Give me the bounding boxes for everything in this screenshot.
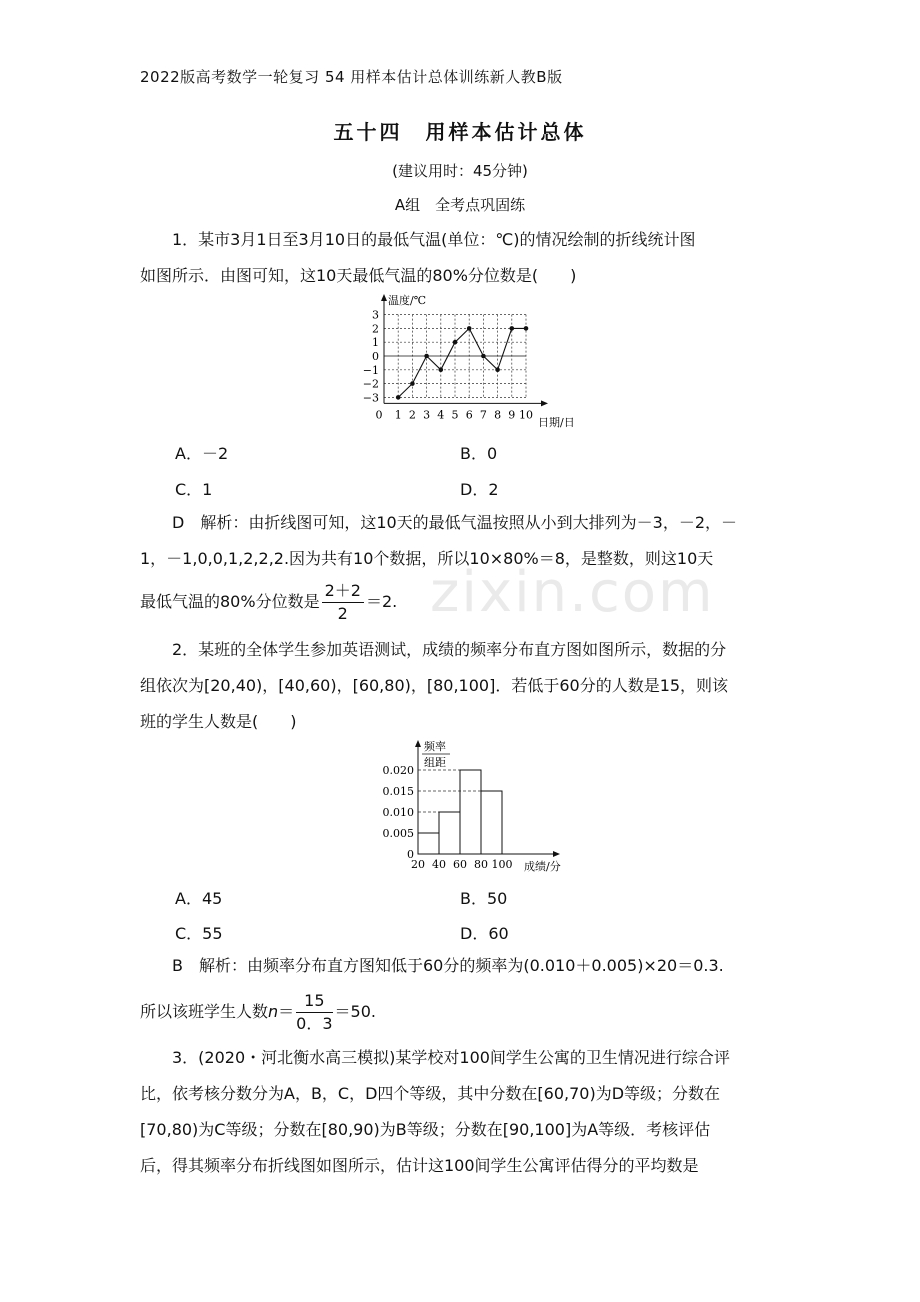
q3-line2: 比，依考核分数分为A，B，C，D四个等级，其中分数在[60,70)为D等级；分数在 [140, 1084, 721, 1103]
q1-fraction-numerator: 2＋2 [322, 580, 364, 603]
q2-solution-variable: n [268, 1002, 279, 1021]
chart2-y-label-denominator: 组距 [424, 756, 446, 769]
chart2-y-arrow [415, 740, 421, 747]
chart2-bar [481, 791, 502, 854]
chart1-data-point [396, 395, 401, 400]
q3-line3: [70,80)为C等级；分数在[80,90)为B等级；分数在[90,100]为A等级．考核评估 [140, 1120, 711, 1139]
chart2-x-tick-label: 20 [411, 858, 425, 871]
q2-solution-line2 [140, 990, 782, 1035]
chart1-x-tick-label: 3 [423, 408, 431, 422]
q2-solution-line1: B 解析：由频率分布直方图知低于60分的频率为(0.010＋0.005)×20＝0.3. [172, 956, 724, 975]
chart1-data-point [510, 326, 515, 331]
chart2-y-tick-label: 0.010 [382, 806, 414, 819]
q2-solution-prefix: 所以该班学生人数 [140, 1002, 269, 1021]
q2-solution-suffix: ＝50. [334, 1002, 376, 1021]
chart1-x-tick-label: 2 [408, 408, 416, 422]
question-1-text [140, 222, 782, 294]
chart1-data-point [424, 354, 429, 359]
chart1-y-tick-label: −1 [362, 363, 379, 377]
q2-option-c: C．55 [175, 924, 223, 943]
q1-solution-line1: D 解析：由折线图可知，这10天的最低气温按照从小到大排列为－3，－2，－ [172, 513, 738, 532]
q2-solution [140, 948, 782, 984]
chart2-x-tick-label: 40 [432, 858, 446, 871]
chart2-y-tick-label: 0.020 [382, 764, 414, 777]
chart1-x-tick-label: 1 [394, 408, 402, 422]
q1-line1: 1．某市3月1日至3月10日的最低气温(单位：℃)的情况绘制的折线统计图 [172, 230, 696, 249]
q2-solution-equals: ＝ [278, 1002, 295, 1021]
chart2-y-tick-label: 0.005 [382, 827, 414, 840]
temperature-line-chart [362, 292, 592, 432]
chart1-y-tick-label: 0 [372, 350, 379, 363]
chart1-x-axis-label: 日期/日 [538, 416, 575, 429]
chart1-data-point [467, 326, 472, 331]
q2-option-a: A．45 [175, 889, 223, 908]
q2-option-b: B．50 [460, 889, 508, 908]
chart1-x-tick-label: 6 [465, 408, 473, 422]
page-title: 五十四 用样本估计总体 [333, 120, 587, 144]
chart1-y-tick-label: 2 [372, 322, 379, 336]
question-2-text [140, 632, 782, 740]
chart1-x-tick-label: 0 [375, 408, 383, 422]
chart2-x-axis-label: 成绩/分 [524, 860, 561, 873]
q1-solution-line2: 1，－1,0,0,1,2,2,2.因为共有10个数据，所以10×80%＝8，是整数，则这10天 [140, 549, 714, 568]
chart2-ticks [383, 764, 513, 871]
chart2-bar [460, 770, 481, 854]
q1-option-d: D．2 [460, 480, 499, 499]
chart1-y-axis-label: 温度/℃ [388, 294, 427, 307]
q2-fraction [296, 990, 332, 1035]
chart1-data-point [481, 354, 486, 359]
chart2-y-tick-label: 0.015 [382, 785, 414, 798]
chart1-x-tick-label: 9 [508, 408, 516, 422]
chart1-ticks [363, 309, 533, 422]
section-heading: A组 全考点巩固练 [394, 196, 526, 214]
q1-solution-prefix: 最低气温的80%分位数是 [140, 592, 320, 611]
chart1-data-point [410, 381, 415, 386]
document-header: 2022版高考数学一轮复习 54 用样本估计总体训练新人教B版 [140, 68, 563, 86]
chart1-series-line [398, 328, 526, 397]
chart1-data-point [453, 340, 458, 345]
chart1-x-tick-label: 8 [494, 408, 502, 422]
chart1-data-point [524, 326, 529, 331]
chart1-y-tick-label: 3 [372, 308, 379, 322]
q1-fraction-denominator: 2 [337, 604, 348, 623]
chart2-y-label-numerator: 频率 [424, 740, 446, 753]
chart2-x-arrow [553, 851, 560, 857]
chart1-x-tick-label: 10 [519, 408, 533, 422]
chart2-x-tick-label: 80 [474, 858, 488, 871]
suggested-time: (建议用时：45分钟) [392, 162, 528, 180]
q2-option-d: D．60 [460, 924, 509, 943]
q2-fraction-numerator: 15 [296, 990, 332, 1013]
chart1-data-point [495, 368, 500, 373]
chart2-bar [439, 812, 460, 854]
chart2-y-tick-label: 0 [407, 848, 414, 861]
q1-fraction [322, 580, 364, 625]
q1-option-b: B．0 [460, 444, 498, 463]
chart2-guides [418, 770, 481, 833]
question-3-text [140, 1040, 782, 1184]
chart1-marks [396, 326, 528, 400]
q1-option-a: A．－2 [175, 444, 229, 463]
q1-solution-suffix: ＝2. [365, 592, 398, 611]
q1-option-c: C．1 [175, 480, 213, 499]
chart1-y-arrow [381, 294, 387, 301]
chart1-y-tick-label: −2 [362, 377, 379, 391]
q2-line3: 班的学生人数是( ) [140, 712, 297, 731]
chart1-y-tick-label: −3 [362, 391, 379, 405]
chart1-x-tick-label: 5 [451, 408, 459, 422]
chart1-data-point [439, 368, 444, 373]
q2-line1: 2．某班的全体学生参加英语测试，成绩的频率分布直方图如图所示，数据的分 [172, 640, 727, 659]
watermark: zixin.com [430, 560, 715, 625]
chart2-x-tick-label: 60 [453, 858, 467, 871]
q1-line2: 如图所示．由图可知，这10天最低气温的80%分位数是( ) [140, 266, 577, 285]
chart1-y-tick-label: 1 [372, 336, 379, 350]
chart2-bar [418, 833, 439, 854]
score-histogram [372, 738, 582, 878]
chart1-x-arrow [541, 400, 548, 406]
q2-fraction-denominator: 0．3 [296, 1014, 333, 1033]
q3-line1: 3．(2020・河北衡水高三模拟)某学校对100间学生公寓的卫生情况进行综合评 [172, 1048, 730, 1067]
q2-line2: 组依次为[20,40)，[40,60)，[60,80)，[80,100]．若低于60分的人数是15，则该 [140, 676, 729, 695]
chart1-x-tick-label: 7 [479, 408, 487, 422]
q3-line4: 后，得其频率分布折线图如图所示，估计这100间学生公寓评估得分的平均数是 [140, 1156, 699, 1175]
chart1-x-tick-label: 4 [437, 408, 445, 422]
chart2-x-tick-label: 100 [491, 858, 513, 871]
